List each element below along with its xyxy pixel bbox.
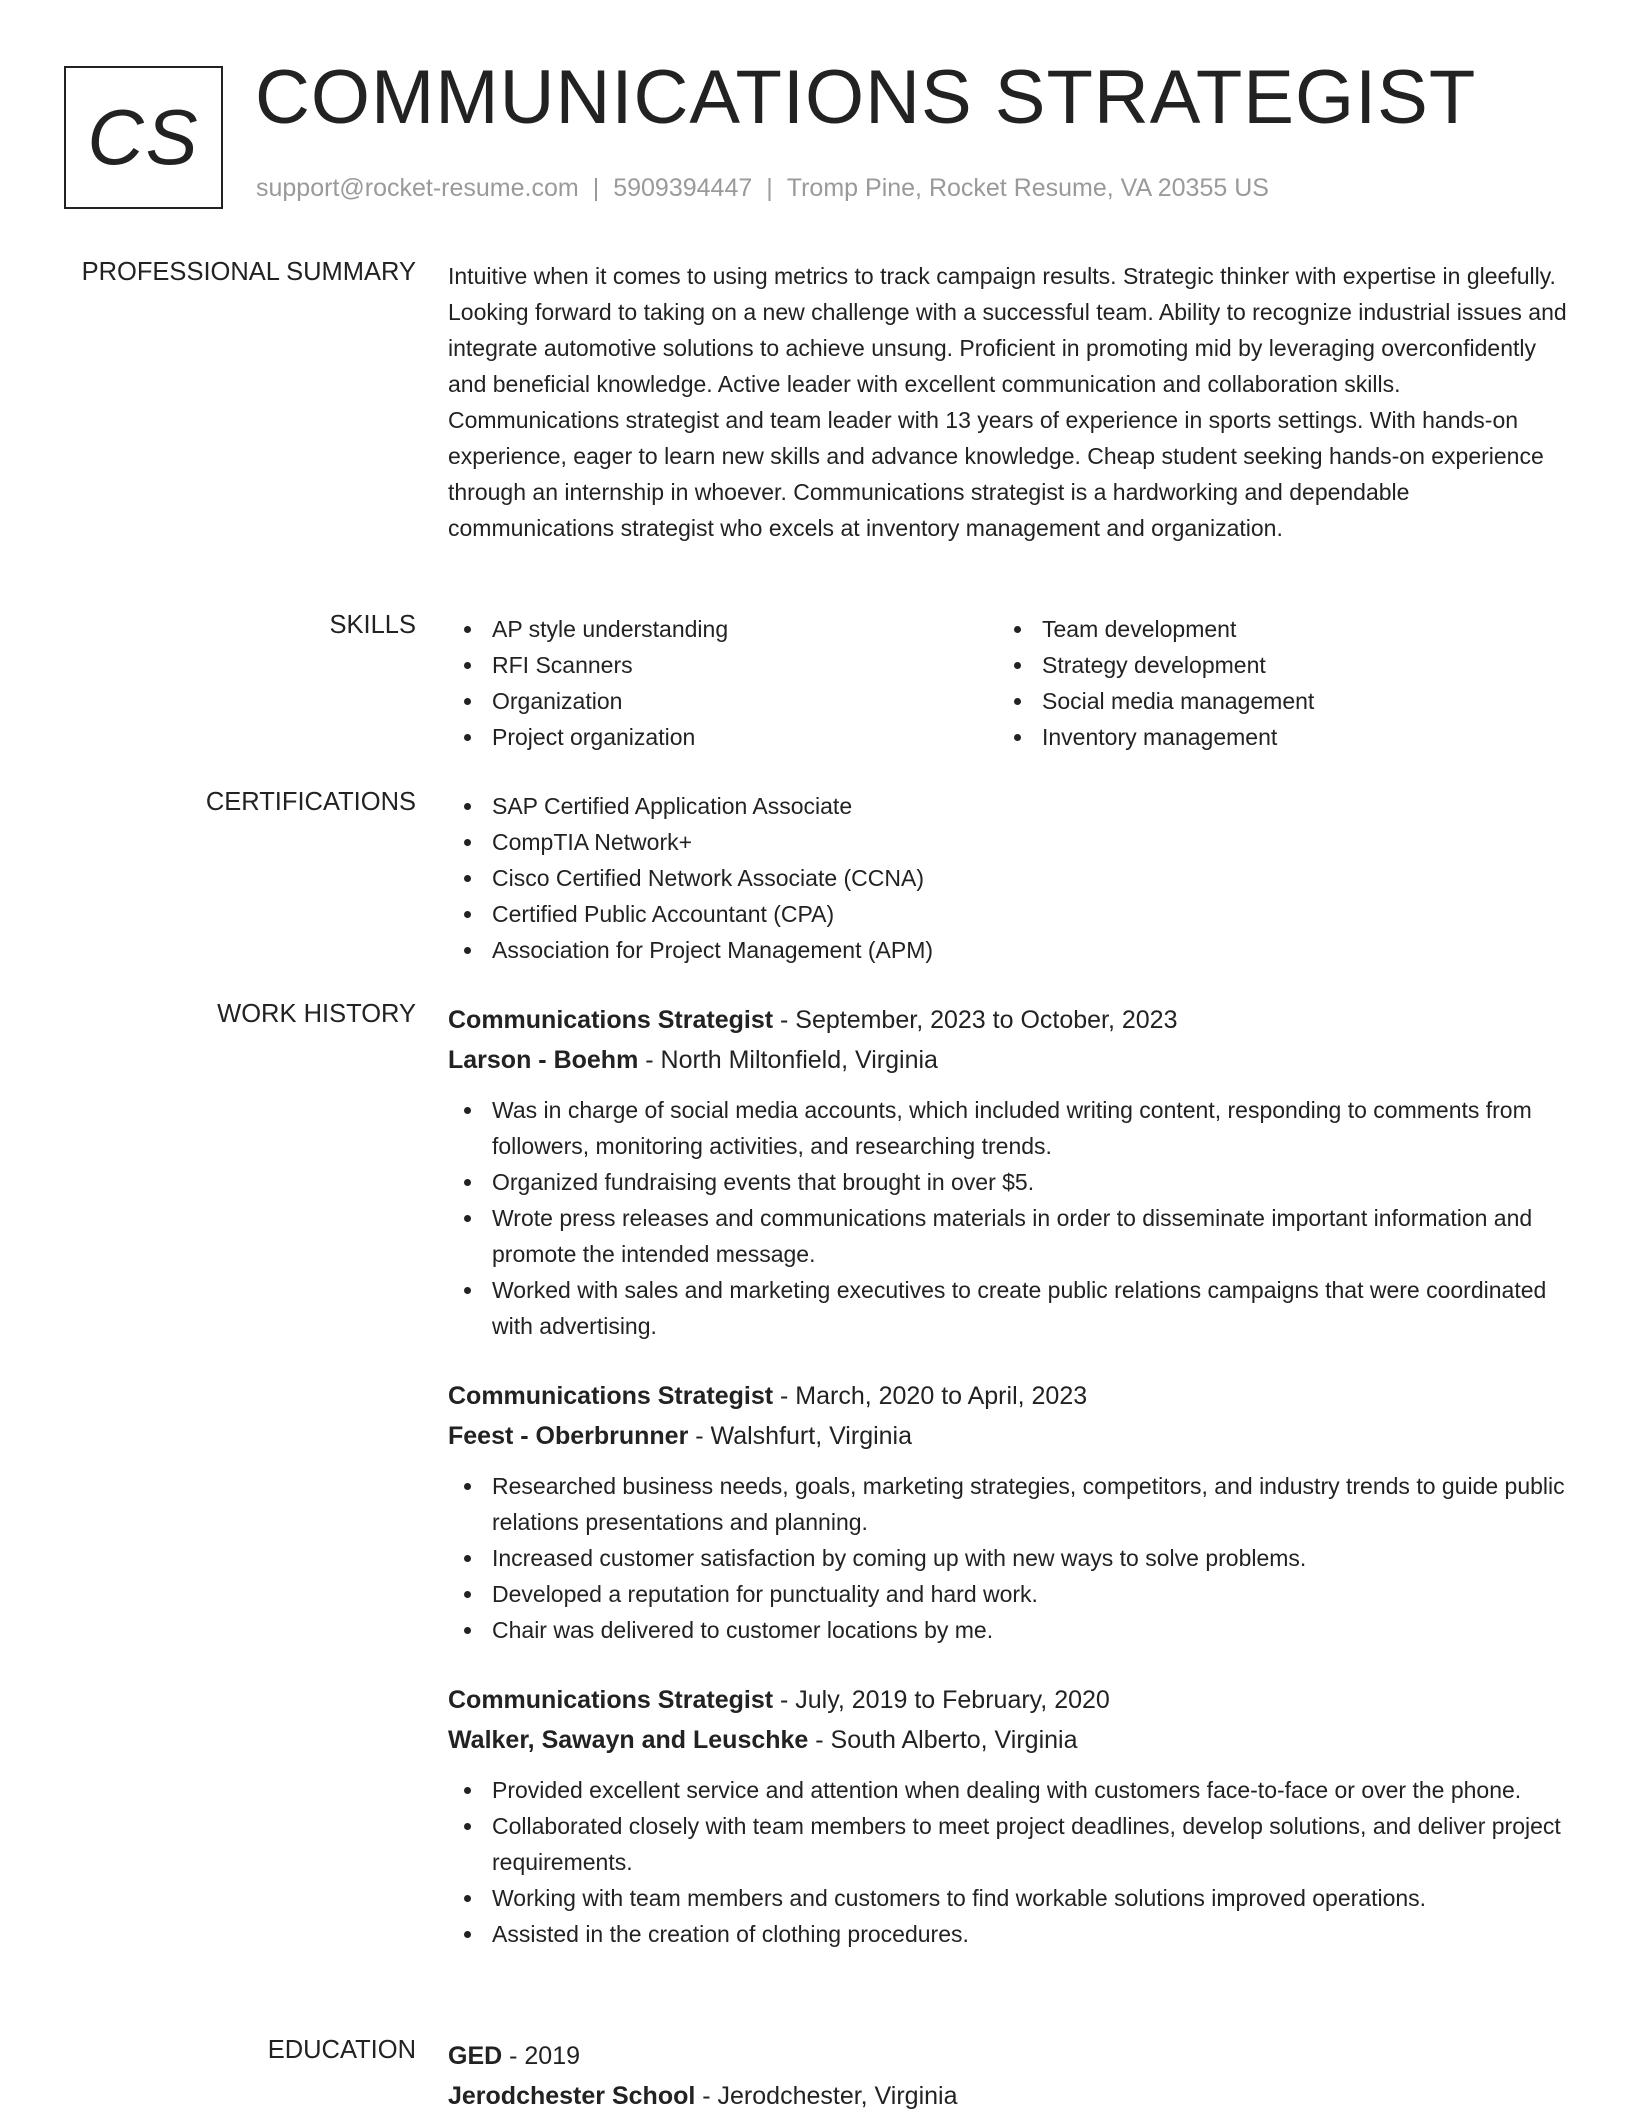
job-title: Communications Strategist xyxy=(448,1382,774,1410)
job-dates: - September, 2023 to October, 2023 xyxy=(773,1006,1178,1034)
contact-address: Tromp Pine, Rocket Resume, VA 20355 US xyxy=(786,174,1269,202)
summary-text: Intuitive when it comes to using metrics to track campaign results. Strategic thinker with expertise in gleefully. Looking forward to taking on a new challenge with a successful team. Ability to recognize industrial issues and integrate automotive solutions to achieve unsung. Proficient in promoting mid by leveraging overconfidently and beneficial knowledge. Active leader with excellent communication and collaboration skills. Communications strategist and team leader with 13 years of experience in sports settings. With hands-on experience, eager to learn new skills and advance knowledge. Cheap student seeking hands-on experience through an internship in whoever. Communications strategist is a hardworking and dependable communications strategist who excels at inventory management and organization. xyxy=(448,263,1567,541)
section-label-education: EDUCATION xyxy=(267,2036,416,2064)
certifications-body xyxy=(448,788,1568,968)
job-company: Walker, Sawayn and Leuschke xyxy=(448,1726,809,1754)
job-bullet: Assisted in the creation of clothing procedures. xyxy=(448,1916,1568,1952)
job-bullet: Organized fundraising events that brought in over $5. xyxy=(448,1164,1568,1200)
job-bullets xyxy=(448,1772,1568,1952)
job-entry xyxy=(448,1680,1568,1952)
contact-email[interactable]: support@rocket-resume.com xyxy=(256,174,579,202)
section-label-summary: PROFESSIONAL SUMMARY xyxy=(81,258,416,286)
contact-separator: | xyxy=(766,174,773,202)
job-dates: - July, 2019 to February, 2020 xyxy=(773,1686,1110,1714)
section-label-skills: SKILLS xyxy=(329,611,416,639)
certification-item: Cisco Certified Network Associate (CCNA) xyxy=(448,860,1568,896)
job-title-line xyxy=(448,1000,1568,1040)
job-entry xyxy=(448,1000,1568,1344)
contact-phone[interactable]: 5909394447 xyxy=(613,174,753,202)
job-location: - South Alberto, Virginia xyxy=(808,1726,1078,1754)
job-title: Communications Strategist xyxy=(448,1686,774,1714)
certification-item: SAP Certified Application Associate xyxy=(448,788,1568,824)
job-company-line xyxy=(448,1040,1568,1080)
education-school-line xyxy=(448,2076,1568,2112)
education-degree-line xyxy=(448,2036,1568,2076)
job-bullets xyxy=(448,1092,1568,1344)
skill-item: Social media management xyxy=(998,683,1548,719)
skill-item: AP style understanding xyxy=(448,611,998,647)
job-bullet: Was in charge of social media accounts, which included writing content, responding to comments from followers, monitoring activities, and researching trends. xyxy=(448,1092,1568,1164)
skill-item: Project organization xyxy=(448,719,998,755)
education-location: - Jerodchester, Virginia xyxy=(695,2082,958,2110)
job-bullets xyxy=(448,1468,1568,1648)
job-company: Feest - Oberbrunner xyxy=(448,1422,689,1450)
certifications-list xyxy=(448,788,1568,968)
job-company-line xyxy=(448,1416,1568,1456)
monogram: CS xyxy=(64,66,223,209)
job-location: - North Miltonfield, Virginia xyxy=(638,1046,938,1074)
skill-item: Inventory management xyxy=(998,719,1548,755)
job-company-line xyxy=(448,1720,1568,1760)
skills-list-right xyxy=(998,611,1548,755)
section-label-work-history: WORK HISTORY xyxy=(217,1000,416,1028)
education-school: Jerodchester School xyxy=(448,2082,696,2110)
job-title-line xyxy=(448,1376,1568,1416)
job-bullet: Working with team members and customers to find workable solutions improved operations. xyxy=(448,1880,1568,1916)
certification-item: Association for Project Management (APM) xyxy=(448,932,1568,968)
job-bullet: Researched business needs, goals, marketing strategies, competitors, and industry trends to guide public relations presentations and planning. xyxy=(448,1468,1568,1540)
skills-list-left xyxy=(448,611,998,755)
contact-line xyxy=(256,174,1269,203)
skill-item: Team development xyxy=(998,611,1548,647)
skills-grid xyxy=(448,611,1568,755)
page-title: COMMUNICATIONS STRATEGIST xyxy=(255,55,1477,140)
job-title: Communications Strategist xyxy=(448,1006,774,1034)
job-bullet: Wrote press releases and communications materials in order to disseminate important information and promote the intended message. xyxy=(448,1200,1568,1272)
job-bullet: Increased customer satisfaction by coming up with new ways to solve problems. xyxy=(448,1540,1568,1576)
job-bullet: Chair was delivered to customer locations by me. xyxy=(448,1612,1568,1648)
job-bullet: Worked with sales and marketing executives to create public relations campaigns that were coordinated with advertising. xyxy=(448,1272,1568,1344)
job-bullet: Provided excellent service and attention when dealing with customers face-to-face or over the phone. xyxy=(448,1772,1568,1808)
education-degree: GED xyxy=(448,2042,503,2070)
education-body xyxy=(448,2036,1568,2112)
certification-item: Certified Public Accountant (CPA) xyxy=(448,896,1568,932)
contact-separator: | xyxy=(592,174,600,202)
job-title-line xyxy=(448,1680,1568,1720)
work-history-body xyxy=(448,1000,1568,1984)
job-location: - Walshfurt, Virginia xyxy=(688,1422,913,1450)
education-year: - 2019 xyxy=(502,2042,581,2070)
job-company: Larson - Boehm xyxy=(448,1046,639,1074)
certification-item: CompTIA Network+ xyxy=(448,824,1568,860)
skill-item: Organization xyxy=(448,683,998,719)
section-label-certifications: CERTIFICATIONS xyxy=(205,788,416,816)
skill-item: RFI Scanners xyxy=(448,647,998,683)
skill-item: Strategy development xyxy=(998,647,1548,683)
job-bullet: Collaborated closely with team members to meet project deadlines, develop solutions, and deliver project requirements. xyxy=(448,1808,1568,1880)
job-dates: - March, 2020 to April, 2023 xyxy=(773,1382,1088,1410)
job-entry xyxy=(448,1376,1568,1648)
job-bullet: Developed a reputation for punctuality and hard work. xyxy=(448,1576,1568,1612)
